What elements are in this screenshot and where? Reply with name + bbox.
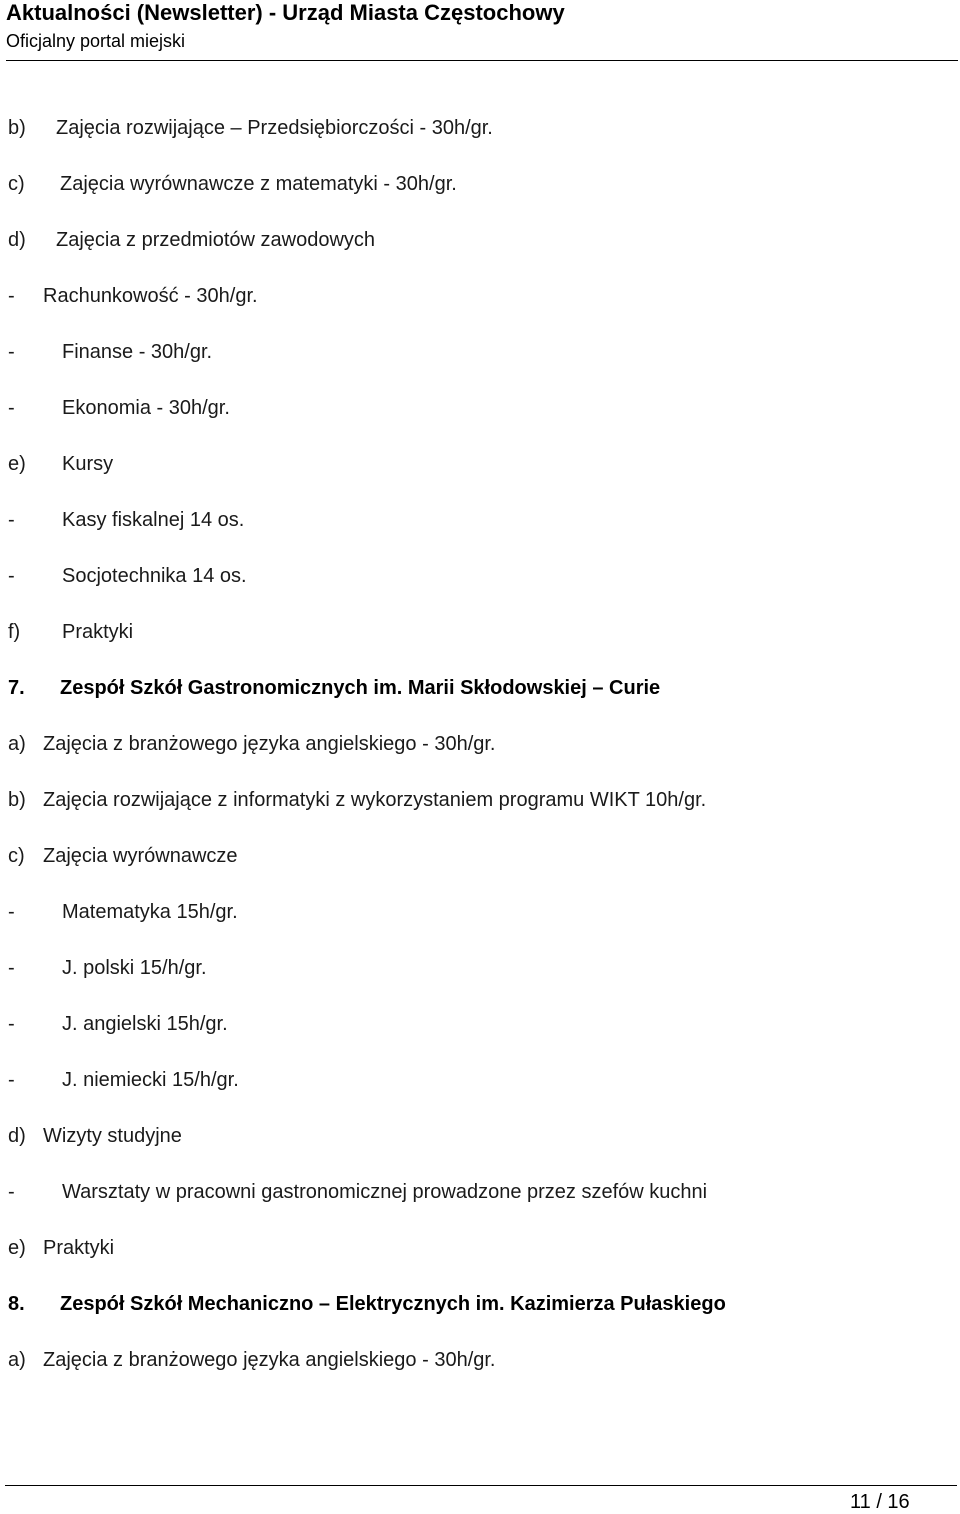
list-item-text: Socjotechnika 14 os. (62, 565, 247, 587)
list-marker: - (8, 397, 15, 419)
section-number: 8. (8, 1293, 25, 1315)
list-marker: - (8, 901, 15, 923)
list-marker: - (8, 341, 15, 363)
list-item-text: Zajęcia rozwijające z informatyki z wykorzystaniem programu WIKT 10h/gr. (43, 789, 707, 811)
list-item-text: Zajęcia rozwijające – Przedsiębiorczości - 30h/gr. (56, 117, 493, 139)
list-item-text: Praktyki (62, 621, 134, 643)
list-item-text: Zajęcia z branżowego języka angielskiego - 30h/gr. (43, 733, 496, 755)
list-marker: - (8, 1181, 15, 1203)
list-item-text: J. niemiecki 15/h/gr. (62, 1069, 239, 1091)
list-item-text: Wizyty studyjne (43, 1125, 182, 1147)
section-number: 7. (8, 677, 25, 699)
list-item-text: Zajęcia z przedmiotów zawodowych (56, 229, 376, 251)
list-marker: c) (8, 173, 25, 195)
list-marker: e) (8, 453, 26, 475)
list-item-text: Rachunkowość - 30h/gr. (43, 285, 258, 307)
list-item-text: J. angielski 15h/gr. (62, 1013, 228, 1035)
list-item-text: Matematyka 15h/gr. (62, 901, 238, 923)
page-subtitle: Oficjalny portal miejski (6, 31, 186, 51)
list-marker: - (8, 1013, 15, 1035)
list-marker: - (8, 285, 15, 307)
list-item-text: Kasy fiskalnej 14 os. (62, 509, 245, 531)
list-marker: - (8, 957, 15, 979)
list-marker: c) (8, 845, 25, 867)
footer-divider (5, 1485, 957, 1486)
list-marker: a) (8, 1349, 26, 1371)
list-marker: a) (8, 733, 26, 755)
section-heading-text: Zespół Szkół Mechaniczno – Elektrycznych im. Kazimierza Pułaskiego (60, 1293, 726, 1315)
list-marker: - (8, 509, 15, 531)
list-marker: e) (8, 1237, 26, 1259)
list-marker: f) (8, 621, 21, 643)
list-item-text: Zajęcia wyrównawcze z matematyki - 30h/gr. (60, 173, 457, 195)
list-item-text: Warsztaty w pracowni gastronomicznej prowadzone przez szefów kuchni (62, 1181, 708, 1203)
list-item-text: Praktyki (43, 1237, 115, 1259)
list-marker: b) (8, 789, 26, 811)
header-divider (6, 60, 958, 61)
list-marker: d) (8, 229, 26, 251)
list-item-text: Ekonomia - 30h/gr. (62, 397, 230, 419)
list-item-text: Zajęcia wyrównawcze (43, 845, 238, 867)
section-heading-text: Zespół Szkół Gastronomicznych im. Marii Skłodowskiej – Curie (60, 677, 661, 699)
list-marker: - (8, 1069, 15, 1091)
list-marker: b) (8, 117, 26, 139)
list-item-text: Kursy (62, 453, 114, 475)
list-marker: - (8, 565, 15, 587)
list-item-text: Zajęcia z branżowego języka angielskiego - 30h/gr. (43, 1349, 496, 1371)
list-item-text: Finanse - 30h/gr. (62, 341, 213, 363)
list-item-text: J. polski 15/h/gr. (62, 957, 207, 979)
page-number: 11 / 16 (850, 1491, 910, 1513)
page-title: Aktualności (Newsletter) - Urząd Miasta Częstochowy (6, 0, 565, 25)
list-marker: d) (8, 1125, 26, 1147)
